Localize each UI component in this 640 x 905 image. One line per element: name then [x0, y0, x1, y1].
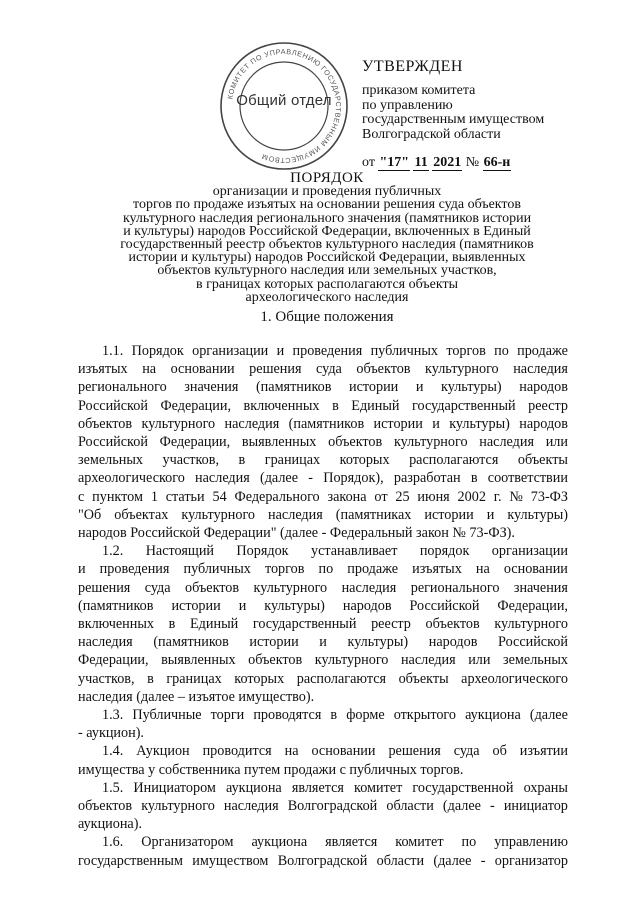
- title-line: и культуры) народов Российской Федерации, включенных в Единый: [123, 223, 531, 239]
- body-line: и проведения публичных торгов по продаже изъятых на основании: [78, 561, 568, 578]
- body-line: Российской Федерации, выявленных объектов культурного наследия или: [78, 434, 568, 451]
- body-line: имущества у собственника путем продажи с публичных торгов.: [78, 761, 464, 778]
- number-prefix: №: [465, 155, 480, 170]
- title-line: торгов по продаже изъятых на основании решения суда объектов: [133, 197, 521, 213]
- body-text: [78, 342, 568, 870]
- stamp-label: Общий отдел: [236, 92, 332, 109]
- body-line: 1.2. Настоящий Порядок устанавливает порядок организации: [102, 543, 568, 560]
- approval-line: по управлению: [362, 97, 453, 113]
- body-line: народов Российской Федерации" (далее - Федеральный закон № 73-ФЗ).: [78, 525, 515, 542]
- title-line: археологического наследия: [245, 289, 409, 305]
- body-line: государственным имуществом Волгоградской области (далее - организатор: [78, 852, 568, 869]
- title-line: объектов культурного наследия или земельных участков,: [157, 263, 497, 279]
- approval-title: УТВЕРЖДЕН: [362, 58, 463, 75]
- section-heading: 1. Общие положения: [260, 309, 394, 325]
- body-line: наследия (памятников истории и культуры) народов Российской: [78, 634, 568, 651]
- body-line: 1.6. Организатором аукциона является комитет по управлению: [102, 834, 568, 851]
- order-number: 66-н: [483, 155, 511, 170]
- title-line: организации и проведения публичных: [212, 184, 442, 200]
- body-line: 1.3. Публичные торги проводятся в форме открытого аукциона (далее: [102, 707, 568, 724]
- body-line: регионального значения (памятников истории и культуры) народов: [78, 379, 568, 396]
- title-main: ПОРЯДОК: [290, 170, 364, 186]
- body-line: с пунктом 1 статьи 54 Федерального закона от 25 июня 2002 г. № 73-ФЗ: [78, 488, 568, 505]
- date-month: 11: [414, 155, 428, 170]
- body-line: - аукцион).: [78, 725, 144, 742]
- title-line: государственный реестр объектов культурного наследия (памятников: [120, 237, 534, 253]
- document-title: [60, 172, 594, 304]
- body-line: решения суда объектов культурного наследия регионального значения: [78, 579, 568, 596]
- date-year: 2021: [433, 155, 462, 170]
- body-line: объектов культурного наследия Волгоградской области (далее - инициатор: [78, 798, 568, 815]
- body-line: 1.4. Аукцион проводится на основании решения суда об изъятии: [102, 743, 568, 760]
- title-line: в границах которых располагаются объекты: [196, 276, 458, 292]
- approval-lines: [362, 84, 544, 142]
- body-line: изъятых на основании решения суда объектов культурного наследия: [78, 361, 568, 378]
- title-line: истории и культуры) народов Российской Федерации, выявленных: [128, 250, 526, 266]
- body-line: земельных участков, в границах которых располагаются объекты: [78, 452, 568, 469]
- stamp-ring-text: КОМИТЕТ ПО УПРАВЛЕНИЮ ГОСУДАРСТВЕННЫМ ИМУЩЕСТВОМ: [225, 46, 344, 166]
- body-line: (памятников истории и культуры) народов Российской Федерации,: [78, 597, 568, 614]
- approval-line: государственным имуществом: [362, 112, 545, 127]
- body-line: 1.5. Инициатором аукциона является комитет государственной охраны: [102, 779, 568, 796]
- body-line: включенных в Единый государственный реестр объектов культурного: [78, 616, 568, 633]
- body-line: Федерации, выявленных объектов культурного наследия или земельных: [78, 652, 568, 669]
- approval-line: приказом комитета: [362, 83, 476, 98]
- title-line: культурного наследия регионального значения (памятников истории: [122, 210, 532, 226]
- approval-date-line: [362, 155, 511, 171]
- date-day: "17": [379, 155, 409, 170]
- body-line: объектов культурного наследия (памятников истории и культуры) народов: [78, 415, 568, 432]
- body-line: наследия (далее – изъятое имущество).: [78, 688, 315, 705]
- date-prefix: от: [362, 155, 375, 170]
- body-line: Российской Федерации, включенных в Единый государственный реестр: [78, 397, 568, 414]
- body-line: участков, в границах которых располагаются объекты археологического: [78, 670, 568, 687]
- body-line: 1.1. Порядок организации и проведения публичных торгов по продаже: [102, 343, 568, 359]
- body-line: аукциона).: [78, 816, 143, 833]
- body-line: "Об объектах культурного наследия (памятниках истории и культуры): [78, 506, 568, 523]
- approval-line: Волгоградской области: [362, 126, 501, 142]
- body-line: археологического наследия (далее - Порядок), разработан в соответствии: [78, 470, 568, 487]
